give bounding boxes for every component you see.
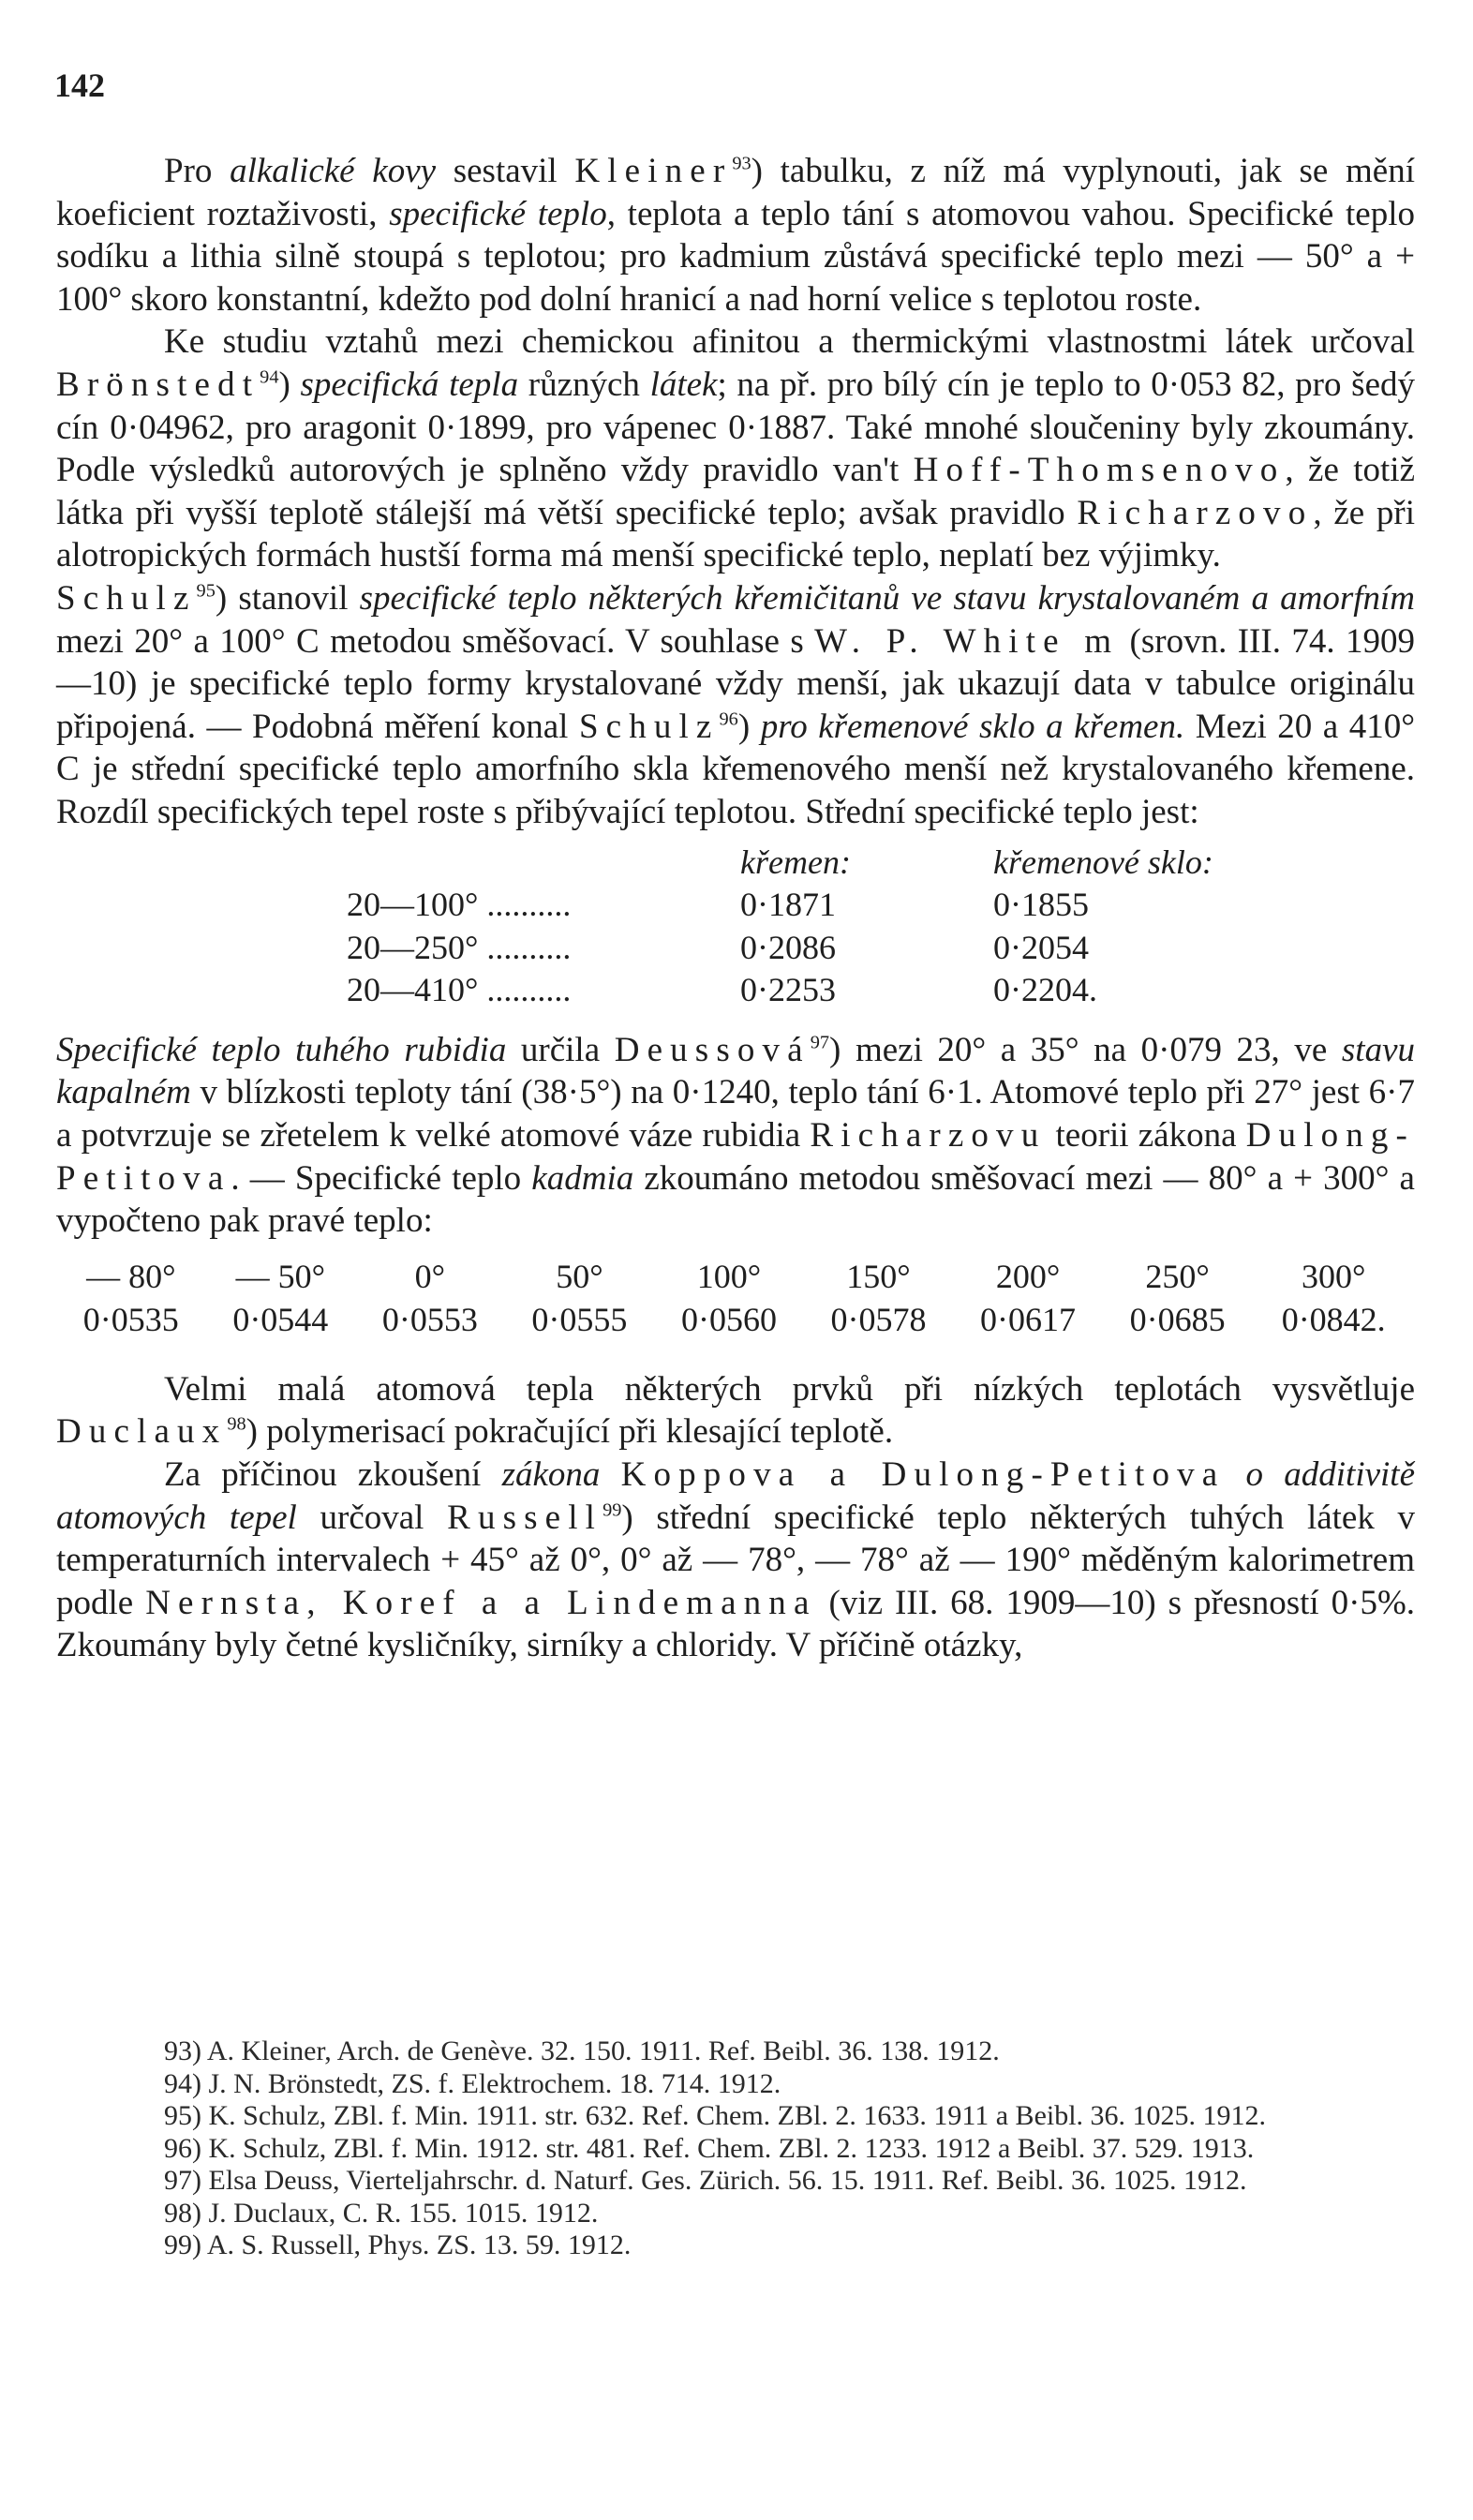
italic-text: kadmia xyxy=(531,1158,634,1198)
text-segment: ) xyxy=(278,365,301,404)
text-segment: Pro xyxy=(164,152,231,190)
text-segment: ) stanovil xyxy=(215,578,360,618)
heat-value-cell: 0·0617 xyxy=(980,1301,1077,1339)
table-row xyxy=(347,884,1473,927)
italic-text: specifické teplo xyxy=(389,194,607,233)
text-segment: ) mezi 20° a 35° na 0·079 23, ve xyxy=(829,1030,1342,1069)
italic-text: specifické teplo některých křemičitanů ve stavu krystalovaném a amorfním xyxy=(359,578,1415,618)
quartz-value: 0·1871 xyxy=(740,886,836,924)
temperature-cell: 300° xyxy=(1301,1258,1366,1296)
text-segment: Koppova a Dulong-Petitova xyxy=(620,1455,1226,1495)
text-segment: určila xyxy=(506,1030,615,1069)
temperature-cell: 200° xyxy=(995,1258,1061,1296)
range-cell xyxy=(347,927,740,970)
text-segment: ) střední specifické teplo některých tuhých látek v temperaturních intervalech + 45° až 0°, 0° až — 78°, — 78° až — 190° měděným kalorimetrem podle xyxy=(56,1498,1416,1622)
temperature-cell: 50° xyxy=(556,1258,603,1296)
paragraph-group-1 xyxy=(56,150,1415,834)
text-segment: Za příčinou zkoušení xyxy=(164,1455,502,1495)
text-segment: Dulong-Petitova xyxy=(56,1116,1415,1198)
heat-value-row xyxy=(56,1299,1415,1342)
text-segment: Russell xyxy=(447,1498,603,1537)
heat-value-cell: 0·0842. xyxy=(1281,1301,1386,1339)
text-segment xyxy=(600,1455,620,1494)
temperature-cell: 0° xyxy=(414,1258,446,1296)
text-segment: . — Specifické teplo xyxy=(231,1158,532,1198)
table-header-row xyxy=(347,842,1473,885)
cadmium-heat-table xyxy=(56,1256,1415,1342)
table-row xyxy=(347,969,1473,1012)
heat-value-cell: 0·0555 xyxy=(531,1301,628,1339)
glass-value: 0·2204. xyxy=(993,971,1097,1009)
footnote: 99) A. S. Russell, Phys. ZS. 13. 59. 1912. xyxy=(164,2229,632,2260)
range-label: 20—250° xyxy=(347,928,487,966)
footnote-ref: 97 xyxy=(810,1032,830,1053)
text-segment: (viz III. 68. 1909—10) s přesností 0·5%. Zkoumány byly četné kysličníky, sirníky a chloridy. V příčině otázky, xyxy=(56,1583,1416,1665)
text-segment: zkoumáno metodou směšovací mezi — 80° a + 300° a vypočteno pak pravé teplo: xyxy=(56,1158,1415,1241)
italic-text: látek xyxy=(649,365,718,404)
range-cell xyxy=(347,969,740,1012)
text-segment xyxy=(1225,1455,1245,1494)
footnote: 98) J. Duclaux, C. R. 155. 1015. 1912. xyxy=(164,2197,599,2229)
quartz-value: 0·2253 xyxy=(740,971,836,1009)
text-segment: , že totiž látka při vyšší teplotě stálejší má větší specifické teplo; avšak pravidlo xyxy=(56,451,1415,532)
text-segment: Deussová xyxy=(614,1030,811,1069)
footnote-ref: 96 xyxy=(719,708,738,730)
text-segment: Richarzovu xyxy=(810,1116,1047,1156)
heat-value-cell: 0·0685 xyxy=(1129,1301,1226,1339)
heat-value-cell: 0·0553 xyxy=(381,1301,478,1339)
glass-value: 0·2054 xyxy=(993,928,1089,966)
paragraph xyxy=(56,1454,1415,1667)
footnote-ref: 95 xyxy=(196,580,216,602)
footnote: 97) Elsa Deuss, Vierteljahrschr. d. Naturf. Ges. Zürich. 56. 15. 1911. Ref. Beibl. 36. 1025. 1912. xyxy=(164,2165,1247,2196)
temperature-cell: — 80° xyxy=(86,1258,176,1296)
quartz-table-body xyxy=(347,884,1473,1012)
text-segment: Richarzovo xyxy=(1077,493,1314,532)
text-segment: sestavil xyxy=(436,152,575,190)
text-segment: Duclaux xyxy=(56,1412,228,1452)
quartz-heat-table xyxy=(347,842,1473,1012)
paragraph xyxy=(56,577,1415,834)
footnote: 95) K. Schulz, ZBl. f. Min. 1911. str. 632. Ref. Chem. ZBl. 2. 1633. 1911 a Beibl. 36. 1025. 1912. xyxy=(164,2100,1267,2131)
temperature-cell: — 50° xyxy=(235,1258,326,1296)
heat-value-cell: 0·0560 xyxy=(680,1301,777,1339)
italic-text: pro křemenové sklo a křemen. xyxy=(760,707,1185,746)
text-segment: Schulz xyxy=(578,707,720,746)
italic-text: alkalické kovy xyxy=(230,152,437,190)
text-segment: Mezi 20 a 410° C je střední specifické teplo amorfního skla křemenového menší než krystalovaného křemene. Rozdíl specifických tepel roste s přibývající teplotou. Střední specifické teplo jest: xyxy=(56,707,1415,831)
heat-value-cell: 0·0578 xyxy=(830,1301,927,1339)
text-segment: mezi 20° a 100° C metodou směšovací. V souhlase s xyxy=(56,621,815,661)
paragraph xyxy=(56,1368,1415,1454)
text-segment: (srovn. III. 74. 1909—10) je specifické teplo formy krystalované vždy menší, jak ukazují data v tabulce originálu připojená. — Podobná měření konal xyxy=(56,621,1415,746)
range-label: 20—410° xyxy=(347,971,487,1009)
footnotes xyxy=(56,2035,1415,2262)
italic-text: specifická tepla xyxy=(300,365,519,404)
paragraph xyxy=(56,321,1415,577)
text-segment: Schulz xyxy=(56,578,197,618)
text-segment: Nernsta, Koref a a Lindemanna xyxy=(145,1583,817,1622)
table-header-range xyxy=(347,842,740,885)
temperature-row xyxy=(56,1256,1415,1299)
temperature-cell: 150° xyxy=(846,1258,911,1296)
leader-dots: .......... xyxy=(486,971,572,1009)
heat-value-cell: 0·0535 xyxy=(82,1301,179,1339)
text-segment: Velmi malá atomová tepla některých prvků při nízkých teplotách vysvětluje xyxy=(164,1369,1415,1409)
italic-text: Specifické teplo tuhého rubidia xyxy=(56,1030,507,1069)
text-segment: ) xyxy=(737,707,761,746)
paragraph xyxy=(56,150,1415,321)
text-segment: Kleiner xyxy=(574,152,733,190)
italic-text: zákona xyxy=(501,1455,601,1495)
text-segment: Ke studiu vztahů mezi chemickou afinitou a thermickými vlastnostmi látek určoval xyxy=(164,322,1415,362)
text-segment: , že při alotropických formách hustší forma má menší specifické teplo, neplatí bez výjimky. xyxy=(56,493,1415,575)
text-segment: , teplota a teplo tání s atomovou vahou. Specifické teplo sodíku a lithia silně stoupá s teplotou; pro kadmium zůstává specifické teplo mezi — 50° a + 100° skoro konstantní, kdežto pod dolní hranicí a nad horní velice s teplotou roste. xyxy=(56,194,1415,319)
text-segment: Hoff-Thomsenovo xyxy=(913,451,1286,490)
text-segment: Brönstedt xyxy=(56,365,260,404)
footnote-ref: 99 xyxy=(603,1499,622,1521)
footnote: 93) A. Kleiner, Arch. de Genève. 32. 150. 1911. Ref. Beibl. 36. 138. 1912. xyxy=(164,2035,1000,2066)
table-row xyxy=(347,927,1473,970)
text-segment: ; na př. pro bílý cín je teplo to 0·053 82, pro šedý cín 0·04962, pro aragonit 0·1899, pro vápenec 0·1887. Také mnohé sloučeniny byly zkoumány. Podle výsledků autorových je splněno vždy pravidlo van't xyxy=(56,365,1415,490)
paragraph-group-3 xyxy=(56,1368,1415,1667)
table-header-glass: křemenové sklo: xyxy=(993,842,1213,881)
paragraph xyxy=(56,1029,1415,1243)
footnote-ref: 93 xyxy=(732,153,751,174)
range-cell xyxy=(347,884,740,927)
heat-value-cell: 0·0544 xyxy=(232,1301,329,1339)
italic-text: o additivitě atomových tepel xyxy=(56,1455,1416,1537)
text-segment: ) polymerisací pokračující při klesající teplotě. xyxy=(246,1412,894,1452)
footnote: 94) J. N. Brönstedt, ZS. f. Elektrochem. 18. 714. 1912. xyxy=(164,2067,781,2099)
leader-dots: .......... xyxy=(486,886,572,924)
text-segment: teorii zákona xyxy=(1046,1116,1246,1156)
text-segment: určoval xyxy=(296,1498,448,1537)
paragraph-group-2 xyxy=(56,1029,1415,1243)
text-segment: různých xyxy=(518,365,650,404)
footnote: 96) K. Schulz, ZBl. f. Min. 1912. str. 481. Ref. Chem. ZBl. 2. 1233. 1912 a Beibl. 37. 529. 1913. xyxy=(164,2132,1255,2164)
quartz-value: 0·2086 xyxy=(740,928,836,966)
page-number: 142 xyxy=(54,67,105,104)
main-text xyxy=(56,150,1415,1667)
table-header-quartz: křemen: xyxy=(740,842,851,881)
temperature-cell: 100° xyxy=(696,1258,762,1296)
text-segment: ) tabulku, z níž má vyplynouti, jak se mění koeficient roztaživosti, xyxy=(56,152,1415,233)
footnote-ref: 94 xyxy=(260,366,279,388)
leader-dots: .......... xyxy=(486,928,572,966)
footnote-ref: 98 xyxy=(227,1414,246,1436)
text-segment: v blízkosti teploty tání (38·5°) na 0·1240, teplo tání 6·1. Atomové teplo při 27° jest 6·7 a potvrzuje se zřetelem k velké atomové váze rubidia xyxy=(56,1073,1415,1156)
glass-value: 0·1855 xyxy=(993,886,1089,924)
range-label: 20—100° xyxy=(347,886,487,924)
temperature-cell: 250° xyxy=(1145,1258,1210,1296)
text-segment: W. P. White m xyxy=(814,621,1120,661)
italic-text: stavu kapalném xyxy=(56,1030,1415,1112)
